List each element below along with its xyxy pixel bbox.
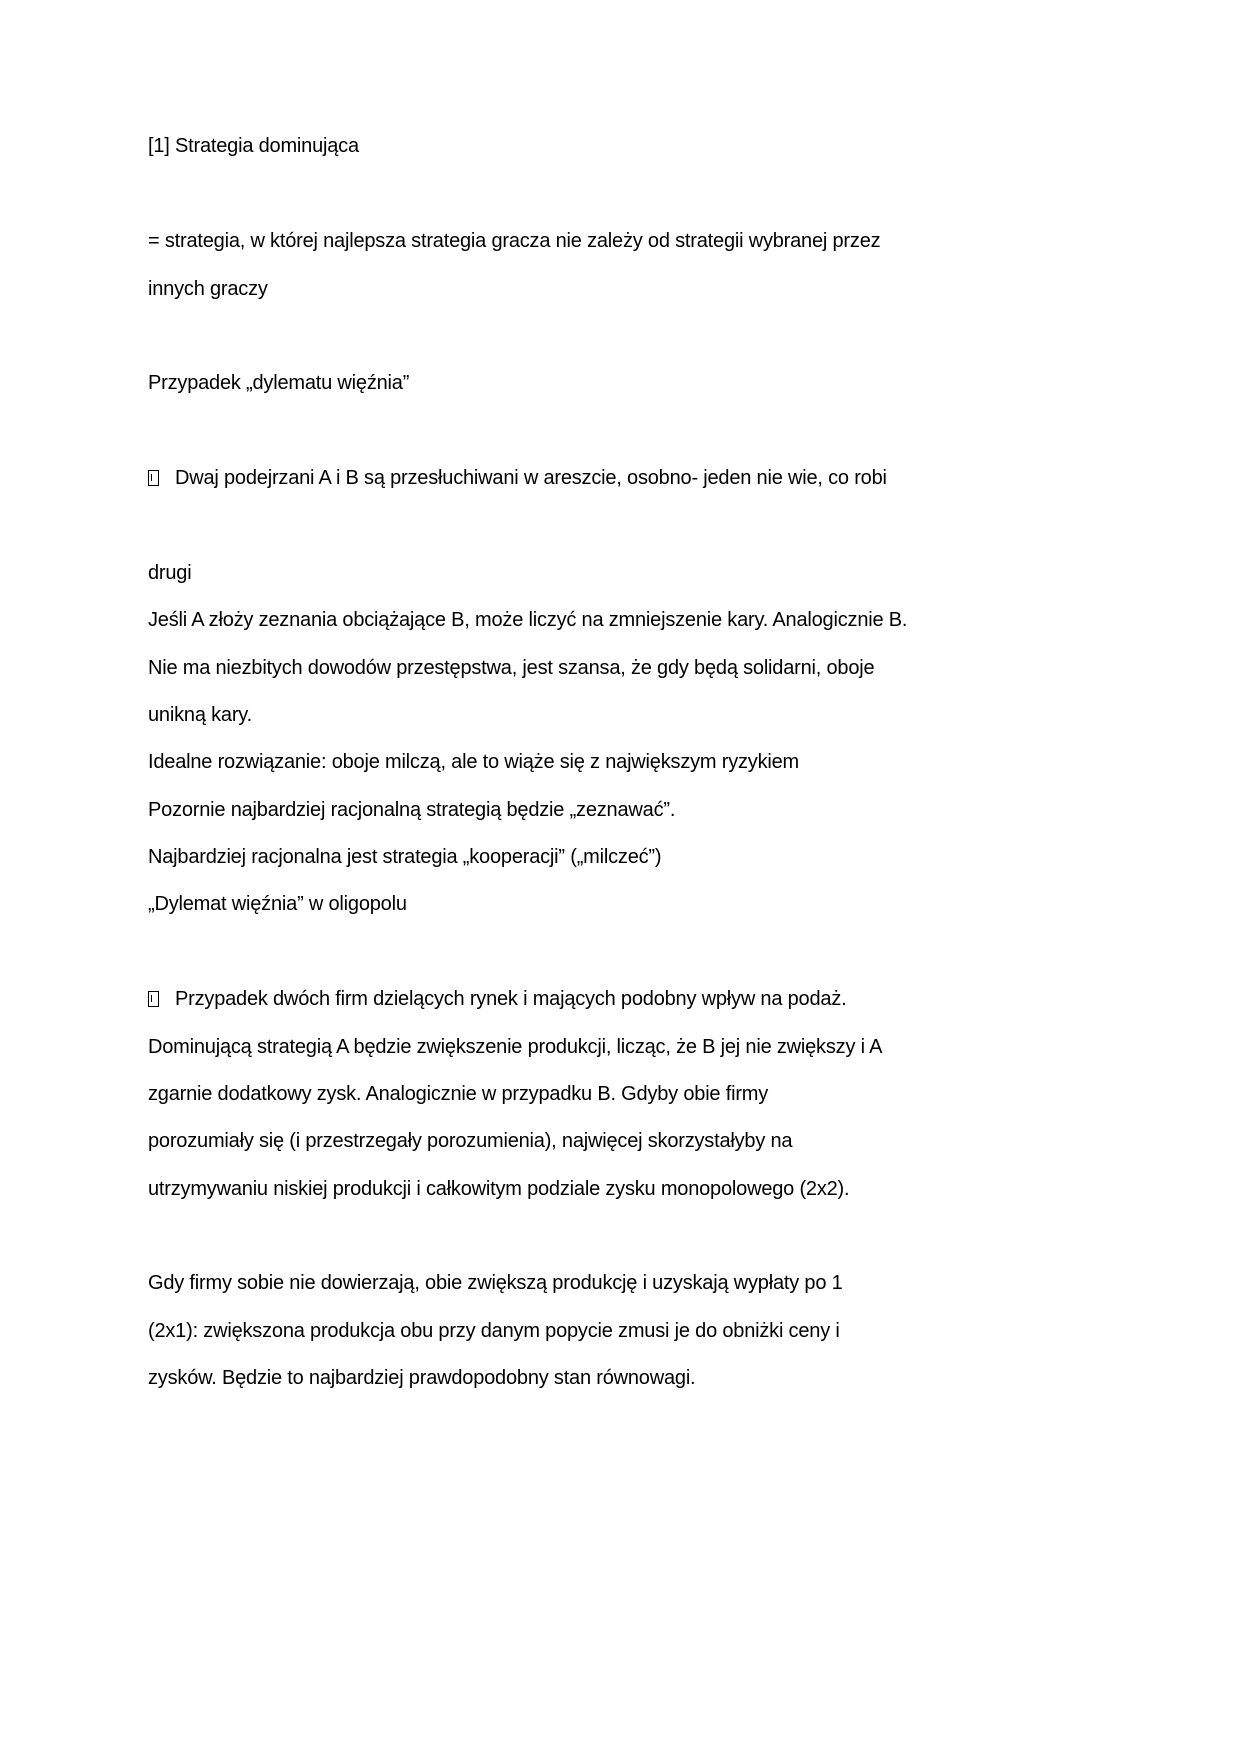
paragraph-4: Najbardziej racjonalna jest strategia „kooperacji” („milczeć”) — [148, 846, 662, 868]
paragraph-1-line-1: Jeśli A złoży zeznania obciążające B, może liczyć na zmniejszenie kary. Analogicznie B. — [148, 609, 908, 631]
bullet-1-text: Dwaj podejrzani A i B są przesłuchiwani w areszcie, osobno- jeden nie wie, co robi — [175, 467, 887, 489]
final-paragraph-line-2: (2x1): zwiększona produkcja obu przy danym popycie zmusi je do obniżki ceny i — [148, 1320, 840, 1342]
paragraph-3: Pozornie najbardziej racjonalną strategią będzie „zeznawać”. — [148, 799, 676, 821]
missing-glyph-box-icon — [148, 470, 159, 486]
case-title: Przypadek „dylematu więźnia” — [148, 372, 410, 394]
paragraph-1-line-3: unikną kary. — [148, 704, 252, 726]
paragraph-1-line-2: Nie ma niezbitych dowodów przestępstwa, jest szansa, że gdy będą solidarni, oboje — [148, 657, 875, 679]
bullet-item-2 — [148, 986, 846, 1012]
section-heading: [1] Strategia dominująca — [148, 135, 359, 157]
missing-glyph-box-icon — [148, 991, 159, 1007]
definition-line-1: = strategia, w której najlepsza strategia gracza nie zależy od strategii wybranej przez — [148, 230, 881, 252]
final-paragraph-line-1: Gdy firmy sobie nie dowierzają, obie zwiększą produkcję i uzyskają wypłaty po 1 — [148, 1272, 843, 1294]
definition-line-2: innych graczy — [148, 278, 268, 300]
bullet-2-line-4: porozumiały się (i przestrzegały porozumienia), najwięcej skorzystałyby na — [148, 1130, 793, 1152]
oligopoly-title: „Dylemat więźnia” w oligopolu — [148, 893, 407, 915]
bullet-2-text: Przypadek dwóch firm dzielących rynek i mających podobny wpływ na podaż. — [175, 988, 847, 1010]
final-paragraph-line-3: zysków. Będzie to najbardziej prawdopodobny stan równowagi. — [148, 1367, 696, 1389]
bullet-2-line-5: utrzymywaniu niskiej produkcji i całkowitym podziale zysku monopolowego (2x2). — [148, 1178, 850, 1200]
paragraph-2: Idealne rozwiązanie: oboje milczą, ale to wiąże się z największym ryzykiem — [148, 751, 800, 773]
bullet-1-continuation: drugi — [148, 562, 192, 584]
bullet-item-1 — [148, 465, 887, 491]
bullet-2-line-2: Dominującą strategią A będzie zwiększenie produkcji, licząc, że B jej nie zwiększy i A — [148, 1036, 883, 1058]
bullet-2-line-3: zgarnie dodatkowy zysk. Analogicznie w przypadku B. Gdyby obie firmy — [148, 1083, 769, 1105]
